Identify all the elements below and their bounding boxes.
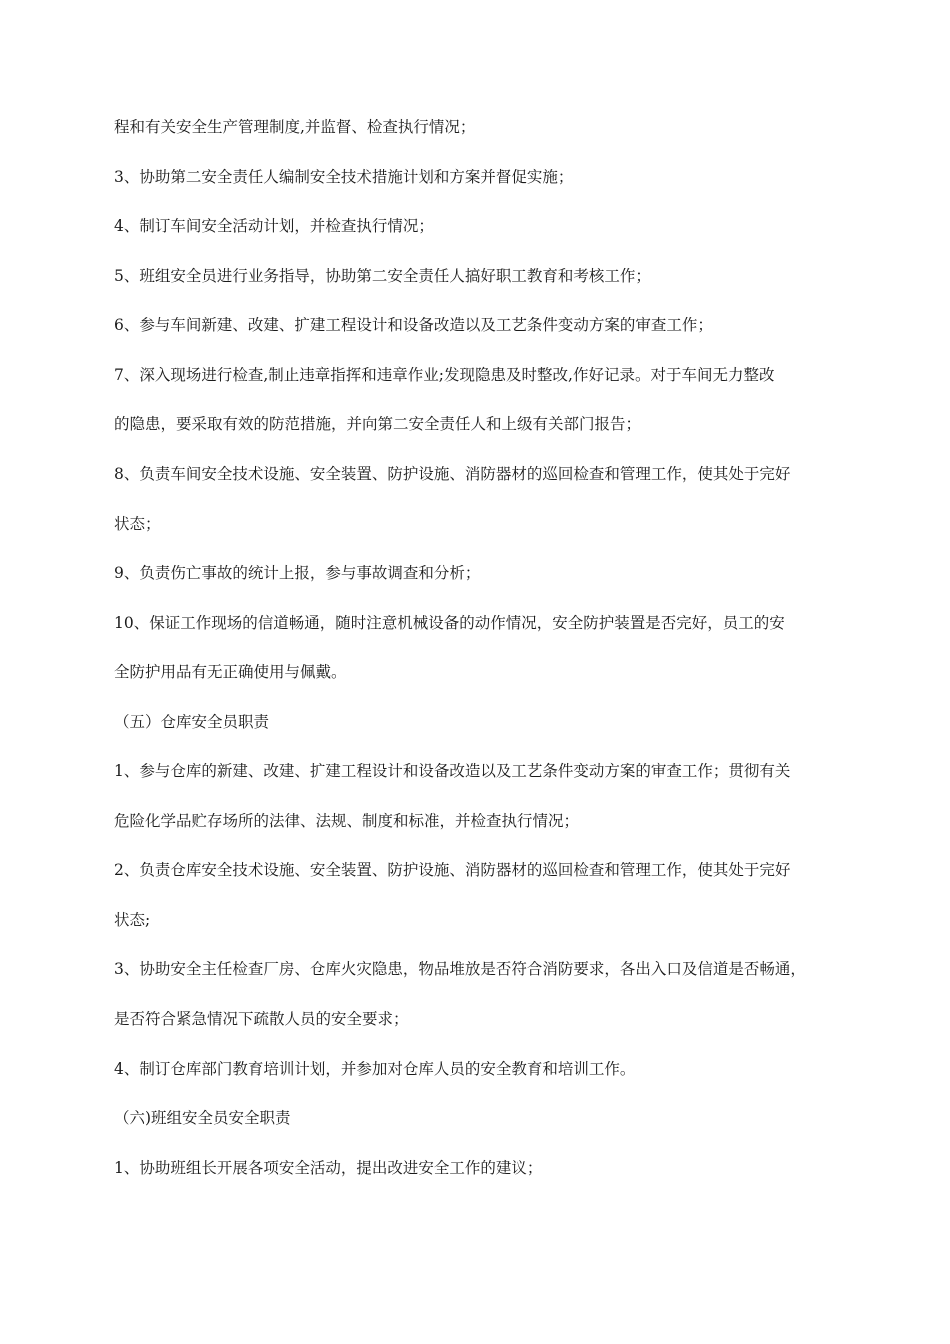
text-line: 9、负责伤亡事故的统计上报，参与事故调查和分析； [114,564,481,582]
text-line: 4、制订仓库部门教育培训计划，并参加对仓库人员的安全教育和培训工作。 [114,1060,636,1078]
section-heading: （五）仓库安全员职责 [114,713,270,731]
text-line: 状态； [114,515,161,533]
text-line: 危险化学品贮存场所的法律、法规、制度和标准，并检查执行情况； [114,812,580,830]
text-line: 8、负责车间安全技术设施、安全装置、防护设施、消防器材的巡回检查和管理工作，使其处于完好 [114,465,791,483]
text-line: 状态; [114,911,151,929]
text-line: 2、负责仓库安全技术设施、安全装置、防护设施、消防器材的巡回检查和管理工作，使其处于完好 [114,861,791,879]
text-line: 是否符合紧急情况下疏散人员的安全要求； [114,1010,409,1028]
text-line: 10、保证工作现场的信道畅通，随时注意机械设备的动作情况，安全防护装置是否完好，员工的安 [114,614,785,632]
text-line: 5、班组安全员进行业务指导，协助第二安全责任人搞好职工教育和考核工作； [114,267,651,285]
text-line: 3、协助第二安全责任人编制安全技术措施计划和方案并督促实施； [114,168,574,186]
text-line: 程和有关安全生产管理制度,并监督、检查执行情况； [114,118,476,136]
text-line: 6、参与车间新建、改建、扩建工程设计和设备改造以及工艺条件变动方案的审查工作； [114,316,713,334]
text-line: 7、深入现场进行检查,制止违章指挥和违章作业;发现隐患及时整改,作好记录。对于车间无力整改 [114,366,775,384]
text-line: 1、参与仓库的新建、改建、扩建工程设计和设备改造以及工艺条件变动方案的审查工作；贯彻有关 [114,762,791,780]
text-line: 1、协助班组长开展各项安全活动，提出改进安全工作的建议； [114,1159,543,1177]
text-line: 全防护用品有无正确使用与佩戴。 [114,663,347,681]
text-line: 3、协助安全主任检查厂房、仓库火灾隐患，物品堆放是否符合消防要求，各出入口及信道是否畅通， [114,960,806,978]
section-heading: （六)班组安全员安全职责 [114,1109,291,1127]
text-line: 4、制订车间安全活动计划，并检查执行情况； [114,217,434,235]
text-line: 的隐患，要采取有效的防范措施，并向第二安全责任人和上级有关部门报告； [114,415,642,433]
